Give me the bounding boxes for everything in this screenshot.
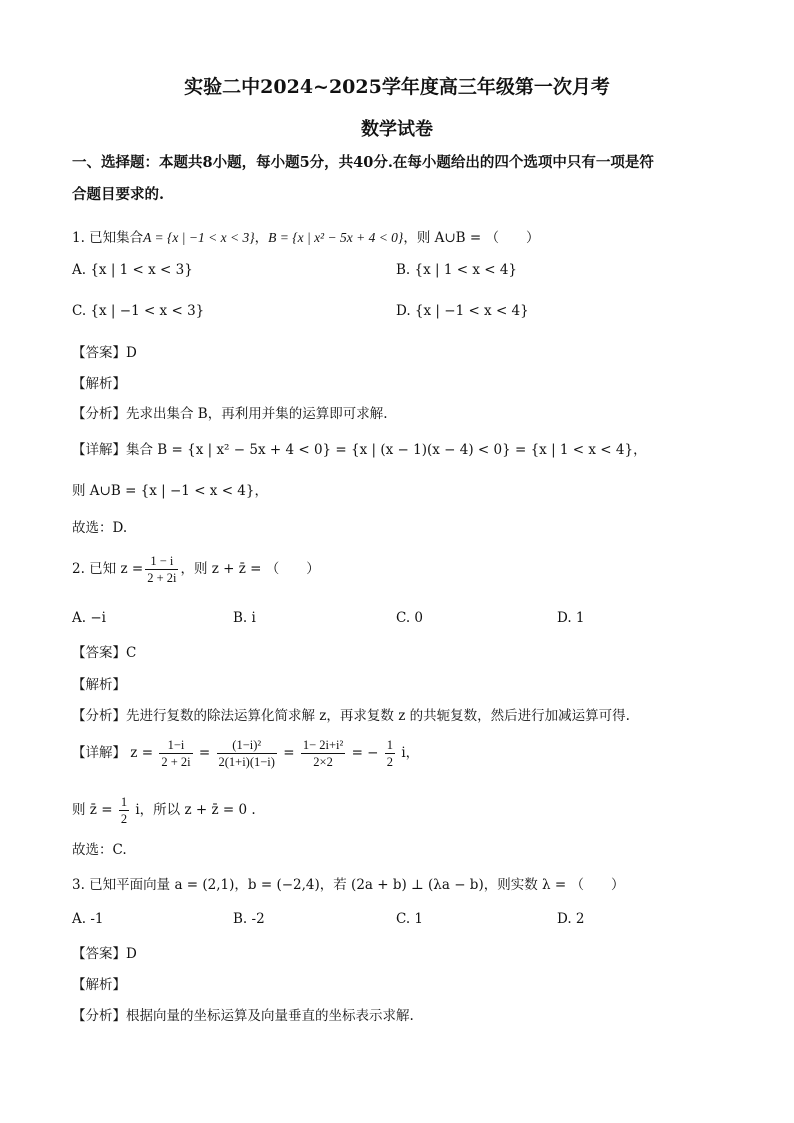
q2-eq3: = − (351, 745, 379, 761)
q1-option-c: C. {x | −1 < x < 3} (72, 303, 205, 319)
q2-jiexi-label: 【解析】 (72, 677, 126, 693)
q2-stem-frac-num: 1 − i (145, 553, 178, 570)
q2-option-c: C. 0 (396, 610, 424, 626)
q1-option-d: D. {x | −1 < x < 4} (396, 303, 529, 319)
q2-eq1: = (198, 745, 211, 761)
q2-detail-tail: i， (401, 745, 420, 761)
q2-stem-frac-den: 2 + 2i (147, 571, 177, 585)
q2-answer: 【答案】C (72, 645, 137, 661)
q2-conj-suffix: i，所以 z + z̄ = 0 . (135, 802, 256, 818)
q2-frac1-num: 1−i (159, 737, 192, 754)
q3-answer: 【答案】D (72, 946, 137, 962)
q2-frac4-den: 2 (386, 755, 394, 769)
q2-option-d: D. 1 (557, 610, 585, 626)
q1-set-a: A = {x | −1 < x < 3} (143, 230, 255, 245)
q2-stem (72, 553, 320, 586)
q2-eq2: = (283, 745, 295, 761)
q1-option-b: B. {x | 1 < x < 4} (396, 262, 518, 278)
q2-detail-frac2 (217, 737, 277, 770)
q2-detail (72, 737, 419, 770)
q2-frac2-den: 2(1+i)(1−i) (218, 755, 275, 769)
q2-frac4-num: 1 (386, 738, 394, 752)
q2-conjugate (72, 794, 256, 827)
q2-detail-frac4 (385, 737, 395, 770)
q1-sep: ， (254, 230, 269, 246)
q2-stem-suffix: ，则 z + z̄ = （ ） (180, 561, 320, 577)
q2-option-b: B. i (233, 610, 256, 626)
q3-option-d: D. 2 (557, 911, 585, 927)
q2-conj-prefix: 则 z̄ = (72, 802, 113, 818)
section-heading-line1: 一、选择题：本题共8小题，每小题5分，共40分.在每小题给出的四个选项中只有一项是符 (72, 154, 654, 171)
q2-detail-frac3 (301, 737, 345, 770)
q2-frac1-den: 2 + 2i (161, 755, 191, 769)
q3-option-a: A. -1 (72, 911, 104, 927)
q2-frac2-num: (1−i)² (217, 737, 277, 754)
q2-conj-frac-num: 1 (120, 795, 128, 809)
q2-conj-frac (119, 794, 129, 827)
q1-option-a: A. {x | 1 < x < 3} (72, 262, 193, 278)
q1-conclusion: 则 A∪B = {x | −1 < x < 4}， (72, 483, 268, 499)
q2-option-a: A. −i (72, 610, 106, 626)
q1-detail: 【详解】集合 B = {x | x² − 5x + 4 < 0} = {x | (x − 1)(x − 4) < 0} = {x | 1 < x < 4}， (72, 442, 647, 458)
q2-conj-frac-den: 2 (120, 812, 128, 826)
q1-stem-suffix: ，则 A∪B = （ ） (403, 230, 540, 246)
q1-analysis: 【分析】先求出集合 B，再利用并集的运算即可求解. (72, 406, 388, 422)
q3-analysis: 【分析】根据向量的坐标运算及向量垂直的坐标表示求解. (72, 1008, 414, 1024)
q2-choice: 故选：C. (72, 842, 127, 858)
q3-jiexi-label: 【解析】 (72, 977, 126, 993)
q2-detail-label: 【详解】 z = (72, 745, 154, 761)
q3-option-c: C. 1 (396, 911, 424, 927)
q3-stem: 3. 已知平面向量 a = (2,1)，b = (−2,4)，若 (2a + b) ⊥ (λa − b)，则实数 λ = （ ） (72, 877, 625, 893)
q2-frac3-den: 2×2 (313, 755, 333, 769)
q2-stem-prefix: 2. 已知 z = (72, 561, 144, 577)
q2-stem-fraction (145, 553, 178, 586)
q1-stem-prefix: 1. 已知集合 (72, 230, 144, 246)
q2-analysis: 【分析】先进行复数的除法运算化简求解 z，再求复数 z 的共轭复数，然后进行加减运算可得. (72, 708, 630, 724)
q1-set-b: B = {x | x² − 5x + 4 < 0} (268, 230, 404, 245)
q1-stem (72, 226, 540, 246)
q1-answer: 【答案】D (72, 345, 137, 361)
q2-detail-frac1 (159, 737, 192, 770)
exam-subtitle: 数学试卷 (361, 119, 433, 140)
q1-choice: 故选：D. (72, 520, 128, 536)
section-heading-line2: 合题目要求的. (72, 186, 165, 203)
q1-jiexi-label: 【解析】 (72, 376, 126, 392)
q2-frac3-num: 1− 2i+i² (302, 738, 344, 752)
q3-option-b: B. -2 (233, 911, 265, 927)
exam-title: 实验二中2024~2025学年度高三年级第一次月考 (184, 76, 610, 98)
